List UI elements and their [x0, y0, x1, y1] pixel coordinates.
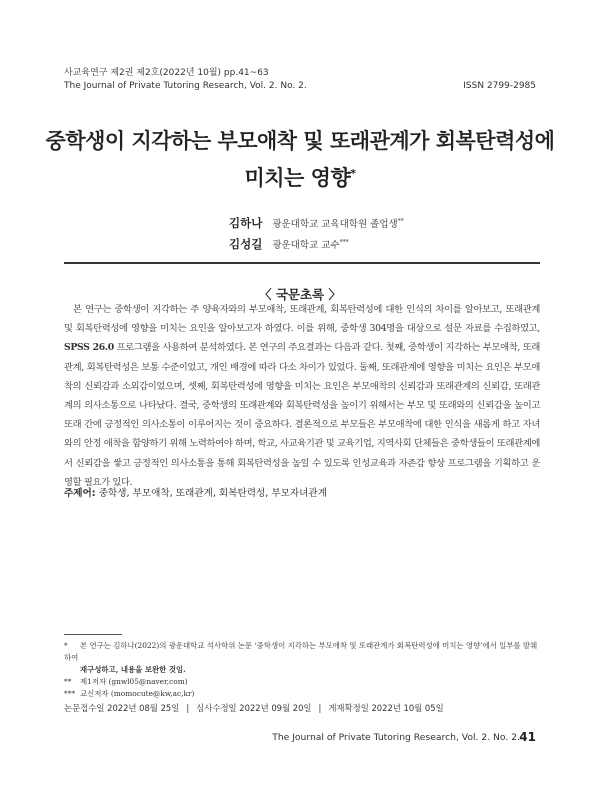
keywords-label: 주제어: — [64, 488, 96, 499]
footnote-3: *** 교신저자 (momocute@kw,ac,kr) — [64, 689, 195, 698]
abstract-body: 본 연구는 중학생이 지각하는 주 양육자와의 부모애착, 또래관계, 회복탄력성에 대한 인식의 차이를 알아보고, 또래관계 및 회복탄력성에 영향을 미치는 요인을 알아보고자 하였다. 이를 위해, 중학생 304명을 대상으로 설문 자료를 수집하였고, SPSS 26.0 프로그램을 사용하여 분석하였다. 본 연구의 주요결과는 다음과 같다. 첫째, 중학생이 지각하는 부모애착, 또래관계, 회복탄력성은 보통 수준이었고, 개인 배경에 따라 다소 차이가 있었다. 둘째, 또래관계에 영향을 미치는 요인은 부모애착의 신뢰감과 소외감이었으며, 셋째, 회복탄력성에 영향을 미치는 요인은 부모애착의 신뢰감과 또래관계의 신뢰감, 또래관계의 의사소통으로 나타났다. 결국, 중학생의 또래관계와 회복탄력성을 높이기 위해서는 부모 및 또래와의 신뢰감을 높이고 또래 간에 긍정적인 의사소통이 이루어지는 것이 중요하다. 결론적으로 부모들은 부모애착에 대한 인식을 새롭게 하고 자녀와의 안정 애착을 함양하기 위해 노력하여야 하며, 학교, 사교육기관 및 교육기업, 지역사회 단체들은 중학생들이 또래관계에서 신뢰감을 쌓고 긍정적인 의사소통을 통해 회복탄력성을 높일 수 있도록 인성교육과 자존감 향상 프로그램을 기획하고 운영할 필요가 있다. — [64, 304, 540, 488]
footnote-rule — [64, 634, 122, 635]
author-2 — [229, 233, 349, 252]
author-name: 김하나 — [229, 216, 263, 230]
software-name: SPSS 26.0 — [64, 342, 114, 354]
running-footer: The Journal of Private Tutoring Research, Vol. 2. No. 2. — [272, 732, 520, 743]
author-footnote-mark: *** — [339, 238, 349, 246]
author-footnote-mark: ** — [397, 217, 404, 225]
received-date: 논문접수일 2022년 08월 25일 — [64, 703, 180, 713]
title-footnote-mark: * — [350, 167, 356, 180]
journal-citation-korean: 사교육연구 제2권 제2호(2022년 10월) pp.41~63 — [64, 68, 269, 78]
author-name: 김성길 — [229, 237, 263, 251]
keywords-list: 중학생, 부모애착, 또래관계, 회복탄력성, 부모자녀관계 — [95, 488, 327, 499]
journal-citation-english: The Journal of Private Tutoring Research, Vol. 2. No. 2. — [64, 81, 307, 91]
footnotes — [64, 640, 540, 700]
issn: ISSN 2799-2985 — [463, 81, 536, 91]
paper-title-text: 미치는 영향 — [244, 166, 351, 190]
abstract-heading: 〈 국문초록 〉 — [258, 287, 341, 302]
accepted-date: 게재확정일 2022년 10월 05일 — [328, 703, 444, 713]
submission-dates: 논문접수일 2022년 08월 25일 | 심사수정일 2022년 09월 20일 | 게재확정일 2022년 10월 05일 — [64, 703, 444, 713]
paper-title-line-1: 중학생이 지각하는 부모애착 및 또래관계가 회복탄력성에 — [45, 129, 555, 153]
author-affiliation: 광운대학교 교수*** — [272, 238, 349, 251]
keywords — [64, 485, 540, 499]
paper-title-line-2 — [0, 162, 600, 192]
author-affiliation: 광운대학교 교육대학원 졸업생** — [272, 217, 404, 230]
revised-date: 심사수정일 2022년 09월 20일 — [196, 703, 312, 713]
page-number: 41 — [519, 730, 536, 744]
author-1 — [229, 212, 404, 231]
footnote-1: * 본 연구는 김하나(2022)의 광운대학교 석사학위 논문 ‘중학생이 지각하는 부모애착 및 또래관계가 회복탄력성에 미치는 영향’에서 일부를 발췌하여 재구성하고, 내용을 보완한 것임. — [64, 641, 538, 674]
header-rule — [64, 262, 540, 264]
footnote-2: ** 제1저자 (gnwl05@naver,com) — [64, 677, 188, 686]
